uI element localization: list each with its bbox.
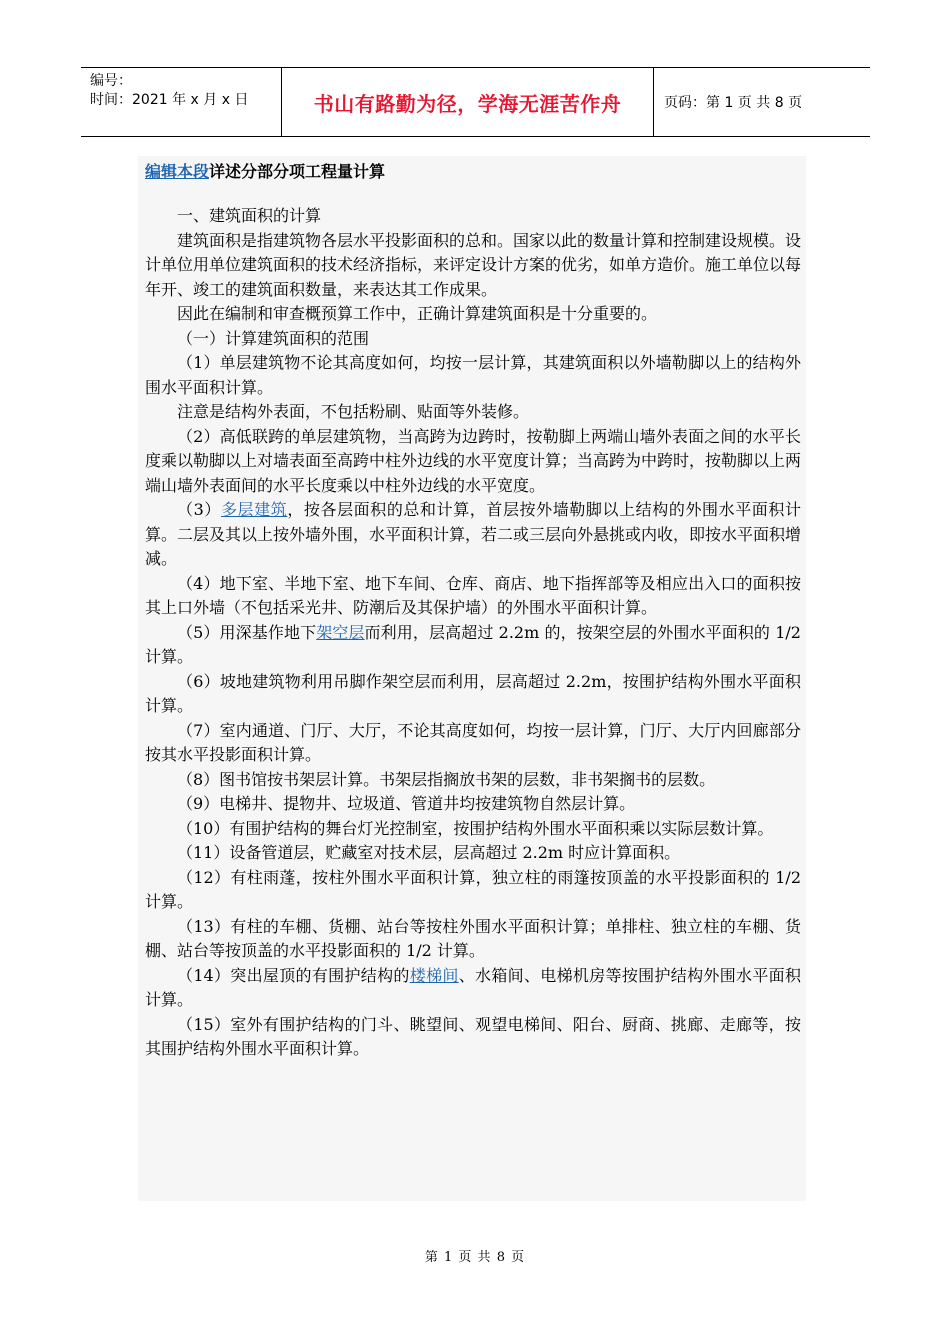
header-page-info: 页码：第 1 页 共 8 页 bbox=[664, 95, 803, 111]
paragraph: 建筑面积是指建筑物各层水平投影面积的总和。国家以此的数量计算和控制建设规模。设计单位用单位建筑面积的技术经济指标，来评定设计方案的优劣，如单方造价。施工单位以每年开、竣工的建筑面积数量，来表达其工作成果。 bbox=[145, 230, 802, 299]
paragraph: （10）有围护结构的舞台灯光控制室，按围护结构外围水平面积乘以实际层数计算。 bbox=[177, 818, 774, 838]
paragraph: 一、建筑面积的计算 bbox=[177, 206, 322, 225]
header-table bbox=[81, 67, 870, 137]
paragraph: （12）有柱雨蓬，按柱外围水平面积计算，独立柱的雨篷按顶盖的水平投影面积的 1/2 计算。 bbox=[145, 867, 801, 911]
header-meta bbox=[81, 68, 282, 136]
paragraph: （13）有柱的车棚、货棚、站台等按柱外围水平面积计算；单排柱、独立柱的车棚、货棚、站台等按顶盖的水平投影面积的 1/2 计算。 bbox=[145, 916, 801, 960]
header-motto: 书山有路勤为径，学海无涯苦作舟 bbox=[282, 68, 654, 136]
paragraph: 因此在编制和审查概预算工作中，正确计算建筑面积是十分重要的。 bbox=[177, 304, 658, 323]
paragraph bbox=[145, 964, 801, 1013]
paragraph: （4）地下室、半地下室、地下车间、仓库、商店、地下指挥部等及相应出入口的面积按其上口外墙（不包括采光井、防潮后及其保护墙）的外围水平面积计算。 bbox=[145, 573, 801, 617]
section-title bbox=[145, 160, 385, 184]
section-title-text: 详述分部分项工程量计算 bbox=[209, 162, 386, 181]
paragraph: 注意是结构外表面，不包括粉刷、贴面等外装修。 bbox=[177, 402, 530, 421]
paragraph: （2）高低联跨的单层建筑物，当高跨为边跨时，按勒脚上两端山墙外表面之间的水平长度乘以勒脚以上对墙表面至高跨中柱外边线的水平宽度计算；当高跨为中跨时，按勒脚以上两端山墙外表面间的水平长度乘以中柱外边线的水平宽度。 bbox=[145, 426, 802, 495]
paragraph: （1）单层建筑物不论其高度如何，均按一层计算，其建筑面积以外墙勒脚以上的结构外围水平面积计算。 bbox=[145, 353, 801, 397]
paragraph: （11）设备管道层，贮藏室对技术层，层高超过 2.2m 时应计算面积。 bbox=[177, 843, 681, 862]
paragraph bbox=[145, 498, 801, 572]
page-footer: 第 1 页 共 8 页 bbox=[424, 1250, 526, 1265]
paragraph: （6）坡地建筑物利用吊脚作架空层而利用，层高超过 2.2m，按围护结构外围水平面积计算。 bbox=[145, 671, 801, 715]
document-body bbox=[145, 204, 801, 1062]
paragraph: （7）室内通道、门厅、大厅，不论其高度如何，均按一层计算，门厅、大厅内回廊部分按其水平投影面积计算。 bbox=[145, 720, 801, 764]
stilt-floor-link[interactable]: 架空层 bbox=[316, 622, 365, 642]
text: （3） bbox=[177, 500, 221, 519]
text: （14）突出屋顶的有围护结构的 bbox=[177, 965, 410, 985]
doc-date: 时间：2021 年 x 月 x 日 bbox=[90, 92, 249, 108]
stairwell-link[interactable]: 楼梯间 bbox=[409, 965, 459, 985]
text: （5）用深基作地下 bbox=[177, 622, 317, 642]
edit-section-link[interactable]: 编辑本段 bbox=[145, 162, 210, 181]
paragraph: （9）电梯井、提物井、垃圾道、管道井均按建筑物自然层计算。 bbox=[177, 794, 636, 813]
paragraph: （15）室外有围护结构的门斗、眺望间、观望电梯间、阳台、厨商、挑廊、走廊等，按其围护结构外围水平面积计算。 bbox=[145, 1014, 801, 1058]
multi-storey-link[interactable]: 多层建筑 bbox=[220, 500, 288, 519]
text: 、水箱间、电梯机房等按围护结构外围水平面积计算。 bbox=[145, 965, 801, 1009]
paragraph: （一）计算建筑面积的范围 bbox=[177, 328, 370, 348]
text: 而利用，层高超过 2.2m 的，按架空层的外围水平面积的 1/2 计算。 bbox=[145, 622, 801, 666]
text: ，按各层面积的总和计算，首层按外墙勒脚以上结构的外围水平面积计算。二层及其以上按外墙外围，水平面积计算，若二或三层向外悬挑或内收，即按水平面积增减。 bbox=[145, 500, 802, 568]
paragraph: （8）图书馆按书架层计算。书架层指搁放书架的层数，非书架搁书的层数。 bbox=[177, 769, 716, 789]
doc-number: 编号： bbox=[90, 73, 132, 89]
paragraph bbox=[145, 621, 801, 670]
